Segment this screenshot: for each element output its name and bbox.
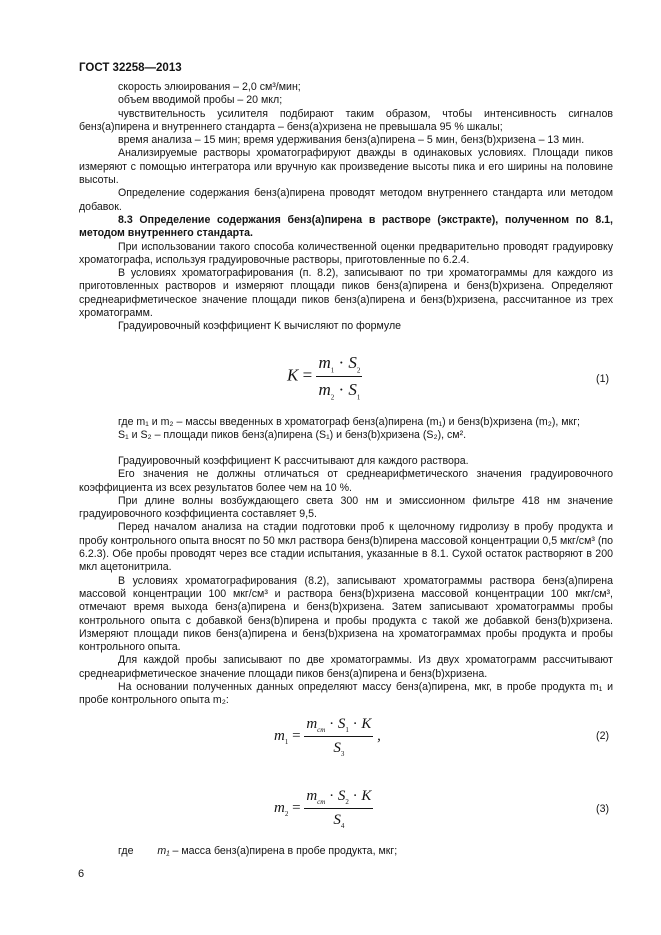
text-block-procedure bbox=[79, 455, 613, 708]
paragraph: На основании полученных данных определяют массу бенз(а)пирена, мкг, в пробе продукта m₁ и пробе контрольного опыта m₂: bbox=[79, 681, 613, 707]
variable-definition: S₁ и S₂ – площади пиков бенз(а)пирена (S₁) и бенз(b)хризена (S₂), см². bbox=[118, 429, 467, 442]
where-variable: m₁ bbox=[157, 845, 170, 857]
paragraph: В условиях хроматографирования (п. 8.2), записывают по три хроматограммы для каждого из приготовленных растворов и измеряют площади пиков бенз(а)пирена и бенз(b)хризена. Определяют среднеарифметическое значение площади пиков бенз(а)пирена и бенз(b)хризена, рассчитанное из трех хроматограмм. bbox=[79, 267, 613, 320]
equation-2: $m_1$ = $\frac{m_{cm} \cdot S_1 \cdot K}{S_3}$ , bbox=[274, 716, 381, 758]
paragraph: Перед началом анализа на стадии подготовки проб к щелочному гидролизу в пробу продукта и пробу контрольного опыта вносят по 50 мкл раствора бенз(b)пирена массовой концентрации 0,5 мкг/см³ (по 6.2.3). Обе пробы проводят через все стадии испытания, указанные в 8.1. Сухой остаток растворяют в 200 мкл ацетонитрила. bbox=[79, 521, 613, 574]
text-block-conditions bbox=[79, 81, 613, 334]
paragraph: В условиях хроматографирования (8.2), записывают хроматограммы раствора бенз(а)пирена массовой концентрации 100 мкг/см³ и раствора бенз(b)хризена массовой концентрации 100 мкг/см³, отмечают время выхода бенз(а)пирена и бенз(b)хризена. Затем записывают хроматограммы пробы контрольного опыта с добавкой бенз(b)пирена и пробы продукта с такой же добавкой бенз(b)хризена. Измеряют площади пиков бенз(а)пирена и бенз(b)хризена на хроматограммах пробы продукта и пробы контрольного опыта. bbox=[79, 574, 613, 654]
eq1-lhs: K bbox=[287, 365, 299, 385]
equation-3-number: (3) bbox=[596, 803, 609, 815]
where-block-2 bbox=[79, 845, 613, 858]
page-number: 6 bbox=[78, 868, 85, 880]
paragraph: При длине волны возбуждающего света 300 нм и эмиссионном фильтре 418 нм значение градуировочного коэффициента составляет 9,5. bbox=[79, 494, 613, 521]
variable-definition: где m₁ и m₂ – массы введенных в хроматограф бенз(а)пирена (m₁) и бенз(b)хризена (m₂), мкг; bbox=[118, 416, 580, 428]
paragraph: При использовании такого способа количественной оценки предварительно проводят градуировку хроматографа, используя градуировочные растворы, приготовленные по 6.2.4. bbox=[79, 240, 613, 266]
paragraph: Его значения не должны отличаться от среднеарифметического значения градуировочного коэффициента из всех результатов более чем на 10 %. bbox=[79, 468, 613, 494]
paragraph: Определение содержания бенз(а)пирена проводят методом внутреннего стандарта или методом добавок. bbox=[79, 187, 613, 213]
eq1-fraction: $\frac{m_1 \cdot S_2}{m_2 \cdot S_1}$ bbox=[318, 353, 361, 402]
paragraph: Анализируемые растворы хроматографируют дважды в одинаковых условиях. Площади пиков измеряют с помощью интегратора или вручную как произведение высоты пика и его ширины на половине высоты. bbox=[79, 147, 613, 187]
paragraph: Градуировочный коэффициент K рассчитывают для каждого раствора. bbox=[118, 455, 469, 467]
paragraph: объем вводимой пробы – 20 мкл; bbox=[118, 94, 283, 107]
equation-3: $m_2$ = $\frac{m_{cm} \cdot S_2 \cdot K}{S_4}$ bbox=[274, 788, 372, 830]
section-heading: 8.3 Определение содержания бенз(а)пирена в растворе (экстракте), полученном по 8.1, методом внутреннего стандарта. bbox=[79, 213, 613, 240]
equation-1: K = $\frac{m_1 \cdot S_2}{m_2 \cdot S_1}$ bbox=[287, 353, 361, 402]
paragraph: чувствительность усилителя подбирают таким образом, чтобы интенсивность сигналов бенз(а)пирена и внутреннего стандарта – бенз(а)хризена не превышала 95 % шкалы; bbox=[79, 107, 613, 133]
where-label: где bbox=[118, 845, 134, 857]
paragraph: Градуировочный коэффициент K вычисляют по формуле bbox=[118, 320, 402, 333]
document-header: ГОСТ 32258—2013 bbox=[79, 62, 182, 74]
where-block-1 bbox=[79, 416, 613, 443]
paragraph: Для каждой пробы записывают по две хроматограммы. Из двух хроматограмм рассчитывают среднеарифметическое значение площади пиков бенз(а)пирена и бенз(b)хризена. bbox=[79, 654, 613, 680]
equation-1-number: (1) bbox=[596, 373, 609, 385]
paragraph: скорость элюирования – 2,0 см³/мин; bbox=[118, 81, 301, 93]
equation-2-number: (2) bbox=[596, 730, 609, 742]
paragraph: время анализа – 15 мин; время удерживания бенз(а)пирена – 5 мин, бенз(b)хризена – 13 мин. bbox=[118, 134, 585, 147]
eq3-fraction: $\frac{m_{cm} \cdot S_2 \cdot K}{S_4}$ bbox=[306, 788, 372, 830]
eq2-fraction: $\frac{m_{cm} \cdot S_1 \cdot K}{S_3}$ bbox=[306, 716, 372, 758]
where-text: – масса бенз(а)пирена в пробе продукта, мкг; bbox=[172, 845, 398, 857]
